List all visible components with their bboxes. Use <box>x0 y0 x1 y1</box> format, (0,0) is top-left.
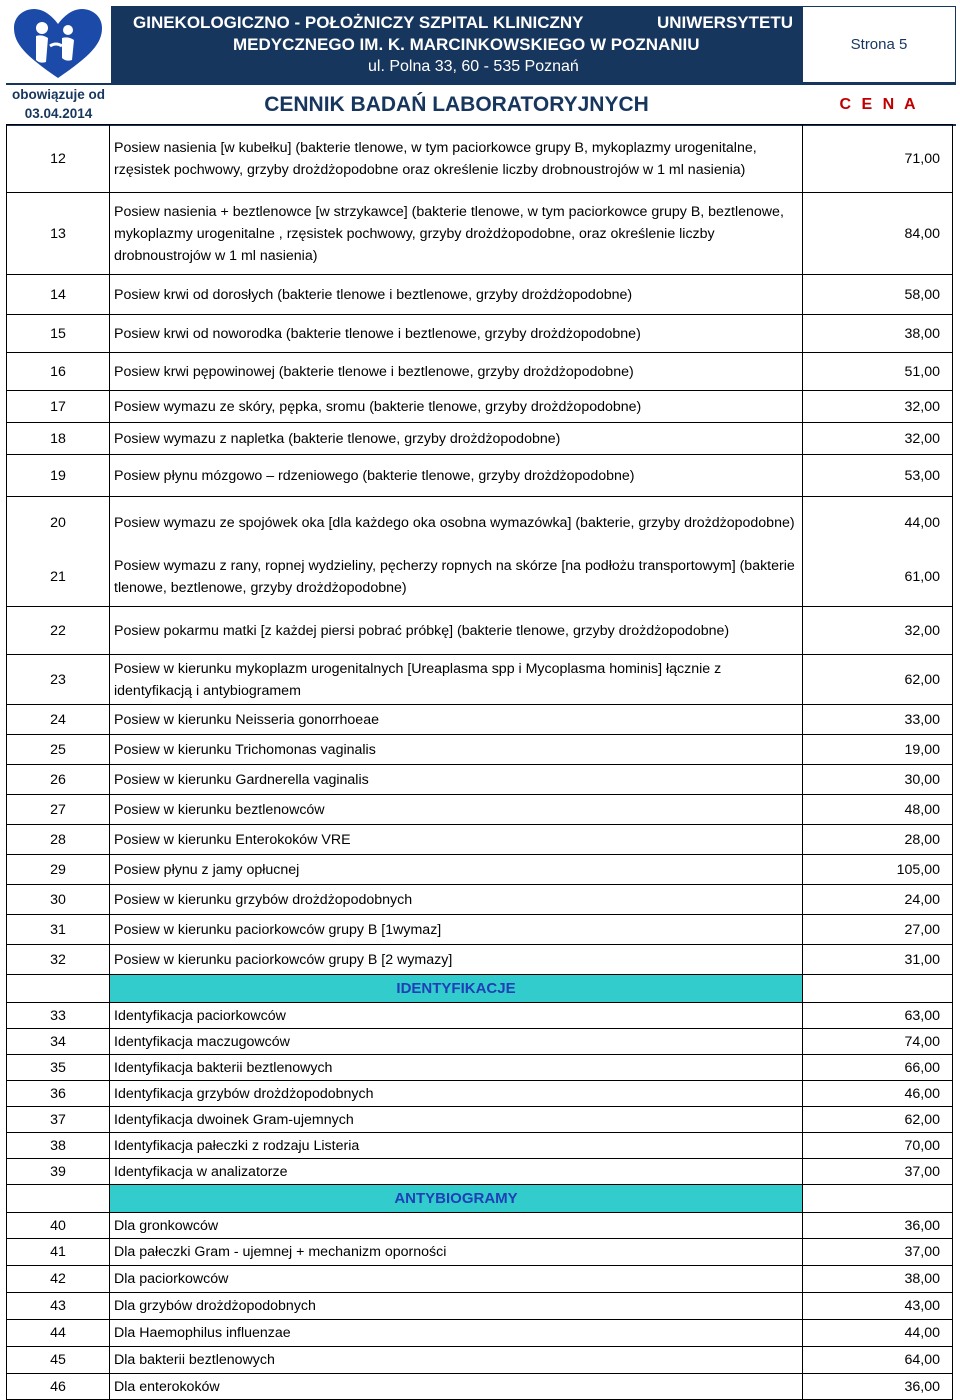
row-price: 71,00 <box>803 125 953 193</box>
row-description: Dla gronkowców <box>110 1213 803 1239</box>
row-price: 28,00 <box>803 825 953 855</box>
row-number: 42 <box>7 1266 110 1293</box>
price-table <box>6 124 953 1400</box>
row-description: Identyfikacja grzybów drożdżopodobnych <box>110 1081 803 1107</box>
row-number: 34 <box>7 1029 110 1055</box>
row-price: 19,00 <box>803 735 953 765</box>
table-row <box>7 705 953 735</box>
row-description: Identyfikacja bakterii beztlenowych <box>110 1055 803 1081</box>
page-title: CENNIK BADAŃ LABORATORYJNYCH <box>111 83 802 126</box>
hospital-name-line1: GINEKOLOGICZNO - POŁOŻNICZY SZPITAL KLINICZNY <box>133 13 584 32</box>
table-row <box>7 423 953 455</box>
row-number: 20 <box>7 497 110 549</box>
page-number: Strona 5 <box>802 6 956 83</box>
table-row <box>7 1003 953 1029</box>
row-price: 51,00 <box>803 353 953 391</box>
hospital-address: ul. Polna 33, 60 - 535 Poznań <box>368 58 579 75</box>
row-price: 61,00 <box>803 549 953 607</box>
hospital-name-line2: MEDYCZNEGO IM. K. MARCINKOWSKIEGO W POZNANIU <box>233 35 700 54</box>
row-price: 64,00 <box>803 1347 953 1374</box>
row-number: 30 <box>7 885 110 915</box>
row-price: 62,00 <box>803 1107 953 1133</box>
section-row <box>7 975 953 1003</box>
valid-from-date: 03.04.2014 <box>24 106 93 121</box>
row-number: 19 <box>7 455 110 497</box>
table-row <box>7 795 953 825</box>
hospital-logo <box>6 6 111 83</box>
row-price: 24,00 <box>803 885 953 915</box>
row-price: 70,00 <box>803 1133 953 1159</box>
row-price: 37,00 <box>803 1239 953 1266</box>
row-number: 40 <box>7 1213 110 1239</box>
row-price: 84,00 <box>803 193 953 275</box>
table-row <box>7 1266 953 1293</box>
table-row <box>7 607 953 655</box>
row-number: 44 <box>7 1320 110 1347</box>
table-row <box>7 193 953 275</box>
row-price: 62,00 <box>803 655 953 705</box>
row-price: 48,00 <box>803 795 953 825</box>
table-row <box>7 497 953 549</box>
row-description: Posiew wymazu z rany, ropnej wydzieliny, pęcherzy ropnych na skórze [na podłożu transportowym] (bakterie tlenowe, beztlenowe, grzyby drożdżopodobne) <box>110 549 803 607</box>
row-price: 44,00 <box>803 1320 953 1347</box>
section-spacer <box>7 975 110 1003</box>
table-row <box>7 1213 953 1239</box>
price-column-header: C E N A <box>802 83 956 126</box>
row-price: 27,00 <box>803 915 953 945</box>
section-spacer <box>803 1185 953 1213</box>
section-spacer <box>803 975 953 1003</box>
row-number: 37 <box>7 1107 110 1133</box>
row-price: 32,00 <box>803 391 953 423</box>
row-price: 105,00 <box>803 855 953 885</box>
table-row <box>7 1320 953 1347</box>
row-number: 26 <box>7 765 110 795</box>
row-price: 36,00 <box>803 1213 953 1239</box>
row-description: Dla paciorkowców <box>110 1266 803 1293</box>
row-number: 25 <box>7 735 110 765</box>
row-description: Posiew w kierunku grzybów drożdżopodobnych <box>110 885 803 915</box>
row-price: 38,00 <box>803 1266 953 1293</box>
table-row <box>7 1159 953 1185</box>
table-row <box>7 1107 953 1133</box>
row-description: Identyfikacja paciorkowców <box>110 1003 803 1029</box>
row-number: 24 <box>7 705 110 735</box>
table-row <box>7 1239 953 1266</box>
row-description: Posiew wymazu ze spojówek oka [dla każdego oka osobna wymazówka] (bakterie, grzyby drożdżopodobne) <box>110 497 803 549</box>
row-number: 43 <box>7 1293 110 1320</box>
row-description: Dla pałeczki Gram - ujemnej + mechanizm oporności <box>110 1239 803 1266</box>
page-header <box>6 6 952 122</box>
table-row <box>7 1347 953 1374</box>
hospital-banner <box>111 6 802 83</box>
row-number: 45 <box>7 1347 110 1374</box>
row-number: 21 <box>7 549 110 607</box>
row-number: 36 <box>7 1081 110 1107</box>
row-description: Posiew w kierunku Enterokoków VRE <box>110 825 803 855</box>
row-description: Posiew wymazu ze skóry, pępka, sromu (bakterie tlenowe, grzyby drożdżopodobne) <box>110 391 803 423</box>
section-spacer <box>7 1185 110 1213</box>
table-row <box>7 275 953 315</box>
row-description: Posiew nasienia [w kubełku] (bakterie tlenowe, w tym paciorkowce grupy B, mykoplazmy urogenitalne, rzęsistek pochwowy, grzyby drożdżopodobne oraz określenie liczby drobnoustrojów w 1 ml nasienia) <box>110 125 803 193</box>
row-description: Posiew w kierunku beztlenowców <box>110 795 803 825</box>
row-number: 32 <box>7 945 110 975</box>
table-row <box>7 655 953 705</box>
row-description: Identyfikacja maczugowców <box>110 1029 803 1055</box>
row-description: Posiew w kierunku paciorkowców grupy B [1wymaz] <box>110 915 803 945</box>
row-number: 41 <box>7 1239 110 1266</box>
row-price: 32,00 <box>803 423 953 455</box>
row-description: Posiew płynu mózgowo – rdzeniowego (bakterie tlenowe, grzyby drożdżopodobne) <box>110 455 803 497</box>
row-description: Posiew wymazu z napletka (bakterie tlenowe, grzyby drożdżopodobne) <box>110 423 803 455</box>
row-description: Posiew nasienia + beztlenowce [w strzykawce] (bakterie tlenowe, w tym paciorkowce grupy B, beztlenowe, mykoplazmy urogenitalne , rzęsistek pochwowy, grzyby drożdżopodobne, oraz określenie liczby drobnoustrojów w 1 ml nasienia) <box>110 193 803 275</box>
table-row <box>7 915 953 945</box>
table-row <box>7 735 953 765</box>
row-number: 18 <box>7 423 110 455</box>
row-number: 13 <box>7 193 110 275</box>
row-number: 15 <box>7 315 110 353</box>
heart-logo-icon <box>6 6 111 83</box>
row-description: Posiew w kierunku Trichomonas vaginalis <box>110 735 803 765</box>
table-row <box>7 315 953 353</box>
row-description: Dla enterokoków <box>110 1374 803 1400</box>
row-price: 38,00 <box>803 315 953 353</box>
row-price: 43,00 <box>803 1293 953 1320</box>
row-price: 44,00 <box>803 497 953 549</box>
row-price: 36,00 <box>803 1374 953 1400</box>
row-number: 33 <box>7 1003 110 1029</box>
hospital-name-line1-right: UNIWERSYTETU <box>657 13 793 32</box>
table-row <box>7 1029 953 1055</box>
section-heading: IDENTYFIKACJE <box>110 975 803 1003</box>
valid-from-label: obowiązuje od <box>12 87 105 102</box>
row-number: 22 <box>7 607 110 655</box>
row-description: Posiew w kierunku mykoplazm urogenitalnych [Ureaplasma spp i Mycoplasma hominis] łącznie z identyfikacją i antybiogramem <box>110 655 803 705</box>
row-number: 28 <box>7 825 110 855</box>
row-price: 33,00 <box>803 705 953 735</box>
row-description: Posiew w kierunku Gardnerella vaginalis <box>110 765 803 795</box>
row-number: 39 <box>7 1159 110 1185</box>
table-row <box>7 1055 953 1081</box>
table-row <box>7 855 953 885</box>
row-description: Dla Haemophilus influenzae <box>110 1320 803 1347</box>
row-price: 31,00 <box>803 945 953 975</box>
table-row <box>7 1133 953 1159</box>
row-description: Posiew pokarmu matki [z każdej piersi pobrać próbkę] (bakterie tlenowe, grzyby drożdżopodobne) <box>110 607 803 655</box>
row-number: 35 <box>7 1055 110 1081</box>
row-number: 16 <box>7 353 110 391</box>
table-row <box>7 765 953 795</box>
row-description: Dla grzybów drożdżopodobnych <box>110 1293 803 1320</box>
row-description: Dla bakterii beztlenowych <box>110 1347 803 1374</box>
valid-from-cell <box>6 83 111 126</box>
table-row <box>7 353 953 391</box>
row-number: 23 <box>7 655 110 705</box>
table-row <box>7 825 953 855</box>
table-row <box>7 391 953 423</box>
row-price: 74,00 <box>803 1029 953 1055</box>
section-row <box>7 1185 953 1213</box>
row-description: Posiew w kierunku paciorkowców grupy B [2 wymazy] <box>110 945 803 975</box>
row-number: 31 <box>7 915 110 945</box>
row-price: 46,00 <box>803 1081 953 1107</box>
row-price: 30,00 <box>803 765 953 795</box>
table-row <box>7 455 953 497</box>
table-row <box>7 885 953 915</box>
row-number: 29 <box>7 855 110 885</box>
row-price: 32,00 <box>803 607 953 655</box>
table-row <box>7 1081 953 1107</box>
section-heading: ANTYBIOGRAMY <box>110 1185 803 1213</box>
row-number: 17 <box>7 391 110 423</box>
row-description: Posiew krwi od noworodka (bakterie tlenowe i beztlenowe, grzyby drożdżopodobne) <box>110 315 803 353</box>
row-price: 63,00 <box>803 1003 953 1029</box>
row-number: 38 <box>7 1133 110 1159</box>
row-description: Posiew płynu z jamy opłucnej <box>110 855 803 885</box>
row-price: 58,00 <box>803 275 953 315</box>
row-description: Identyfikacja w analizatorze <box>110 1159 803 1185</box>
row-price: 66,00 <box>803 1055 953 1081</box>
table-row <box>7 1293 953 1320</box>
table-row <box>7 549 953 607</box>
row-description: Posiew krwi od dorosłych (bakterie tlenowe i beztlenowe, grzyby drożdżopodobne) <box>110 275 803 315</box>
row-description: Identyfikacja pałeczki z rodzaju Listeria <box>110 1133 803 1159</box>
table-row <box>7 945 953 975</box>
row-price: 53,00 <box>803 455 953 497</box>
row-number: 14 <box>7 275 110 315</box>
table-row <box>7 125 953 193</box>
row-description: Posiew krwi pępowinowej (bakterie tlenowe i beztlenowe, grzyby drożdżopodobne) <box>110 353 803 391</box>
row-number: 46 <box>7 1374 110 1400</box>
row-description: Identyfikacja dwoinek Gram-ujemnych <box>110 1107 803 1133</box>
row-description: Posiew w kierunku Neisseria gonorrhoeae <box>110 705 803 735</box>
row-number: 12 <box>7 125 110 193</box>
row-price: 37,00 <box>803 1159 953 1185</box>
row-number: 27 <box>7 795 110 825</box>
